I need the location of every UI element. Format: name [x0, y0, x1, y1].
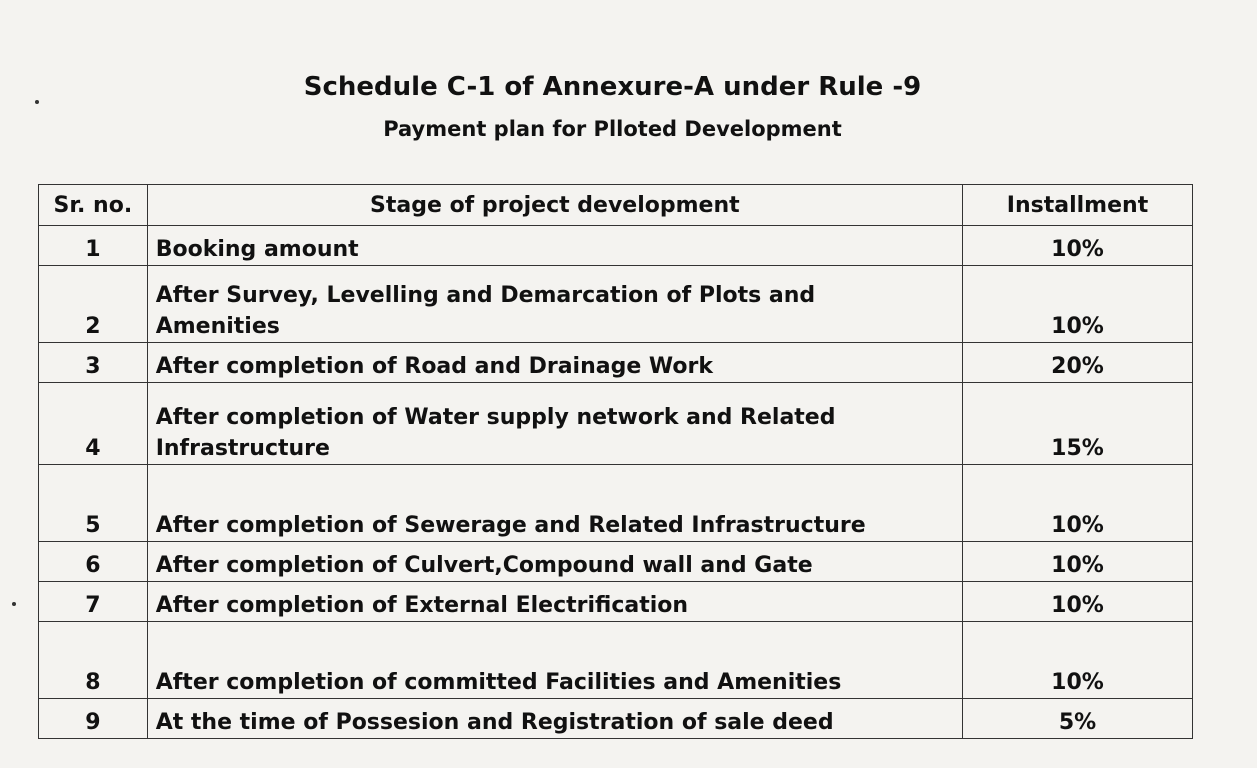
stage-text: After completion of Sewerage and Related Infrastructure	[155, 513, 866, 538]
scan-speck	[12, 602, 16, 606]
stage-cell	[147, 542, 962, 582]
table-row	[39, 343, 1193, 383]
table-row	[39, 582, 1193, 622]
stage-cell	[147, 465, 962, 542]
sr-no-cell: 6	[39, 542, 148, 582]
stage-text: After completion of External Electrification	[155, 593, 689, 618]
stage-text: After Survey, Levelling and Demarcation of Plots and	[155, 283, 816, 308]
installment-cell: 20%	[963, 343, 1193, 383]
stage-cell	[147, 582, 962, 622]
installment-cell: 10%	[963, 582, 1193, 622]
installment-cell: 10%	[963, 465, 1193, 542]
stage-cell	[147, 226, 962, 266]
installment-cell: 10%	[963, 542, 1193, 582]
table-row	[39, 542, 1193, 582]
installment-cell: 10%	[963, 266, 1193, 343]
table-row	[39, 622, 1193, 699]
sr-no-cell: 2	[39, 266, 148, 343]
stage-text: After completion of Water supply network and Related	[155, 405, 836, 430]
sr-no-cell: 1	[39, 226, 148, 266]
stage-text: After completion of Culvert,Compound wall and Gate	[155, 553, 813, 578]
stage-cell	[147, 266, 962, 343]
stage-text: After completion of committed Facilities and Amenities	[155, 670, 842, 695]
table-row	[39, 465, 1193, 542]
table-row	[39, 383, 1193, 465]
installment-cell: 5%	[963, 699, 1193, 739]
table-header-row	[39, 185, 1193, 226]
stage-text: Booking amount	[155, 237, 359, 262]
schedule-subtitle: Payment plan for Plloted Development	[383, 117, 842, 141]
sr-no-cell: 7	[39, 582, 148, 622]
table-row	[39, 226, 1193, 266]
stage-cell	[147, 383, 962, 465]
stage-cell	[147, 343, 962, 383]
installment-cell: 10%	[963, 226, 1193, 266]
installment-cell: 15%	[963, 383, 1193, 465]
sr-no-cell: 9	[39, 699, 148, 739]
schedule-title: Schedule C-1 of Annexure-A under Rule -9	[303, 72, 922, 102]
installment-cell: 10%	[963, 622, 1193, 699]
table-row	[39, 266, 1193, 343]
stage-cell	[147, 622, 962, 699]
sr-no-cell: 8	[39, 622, 148, 699]
stage-text: Infrastructure	[155, 436, 330, 461]
sr-no-cell: 3	[39, 343, 148, 383]
payment-plan-table	[38, 184, 1193, 739]
header-installment: Installment	[963, 185, 1193, 226]
stage-text: Amenities	[155, 314, 280, 339]
header-stage: Stage of project development	[147, 185, 962, 226]
sr-no-cell: 5	[39, 465, 148, 542]
stage-text: At the time of Possesion and Registration of sale deed	[155, 710, 834, 735]
table-row	[39, 699, 1193, 739]
sr-no-cell: 4	[39, 383, 148, 465]
stage-text: After completion of Road and Drainage Work	[155, 354, 714, 379]
stage-cell	[147, 699, 962, 739]
header-sr-no: Sr. no.	[39, 185, 148, 226]
